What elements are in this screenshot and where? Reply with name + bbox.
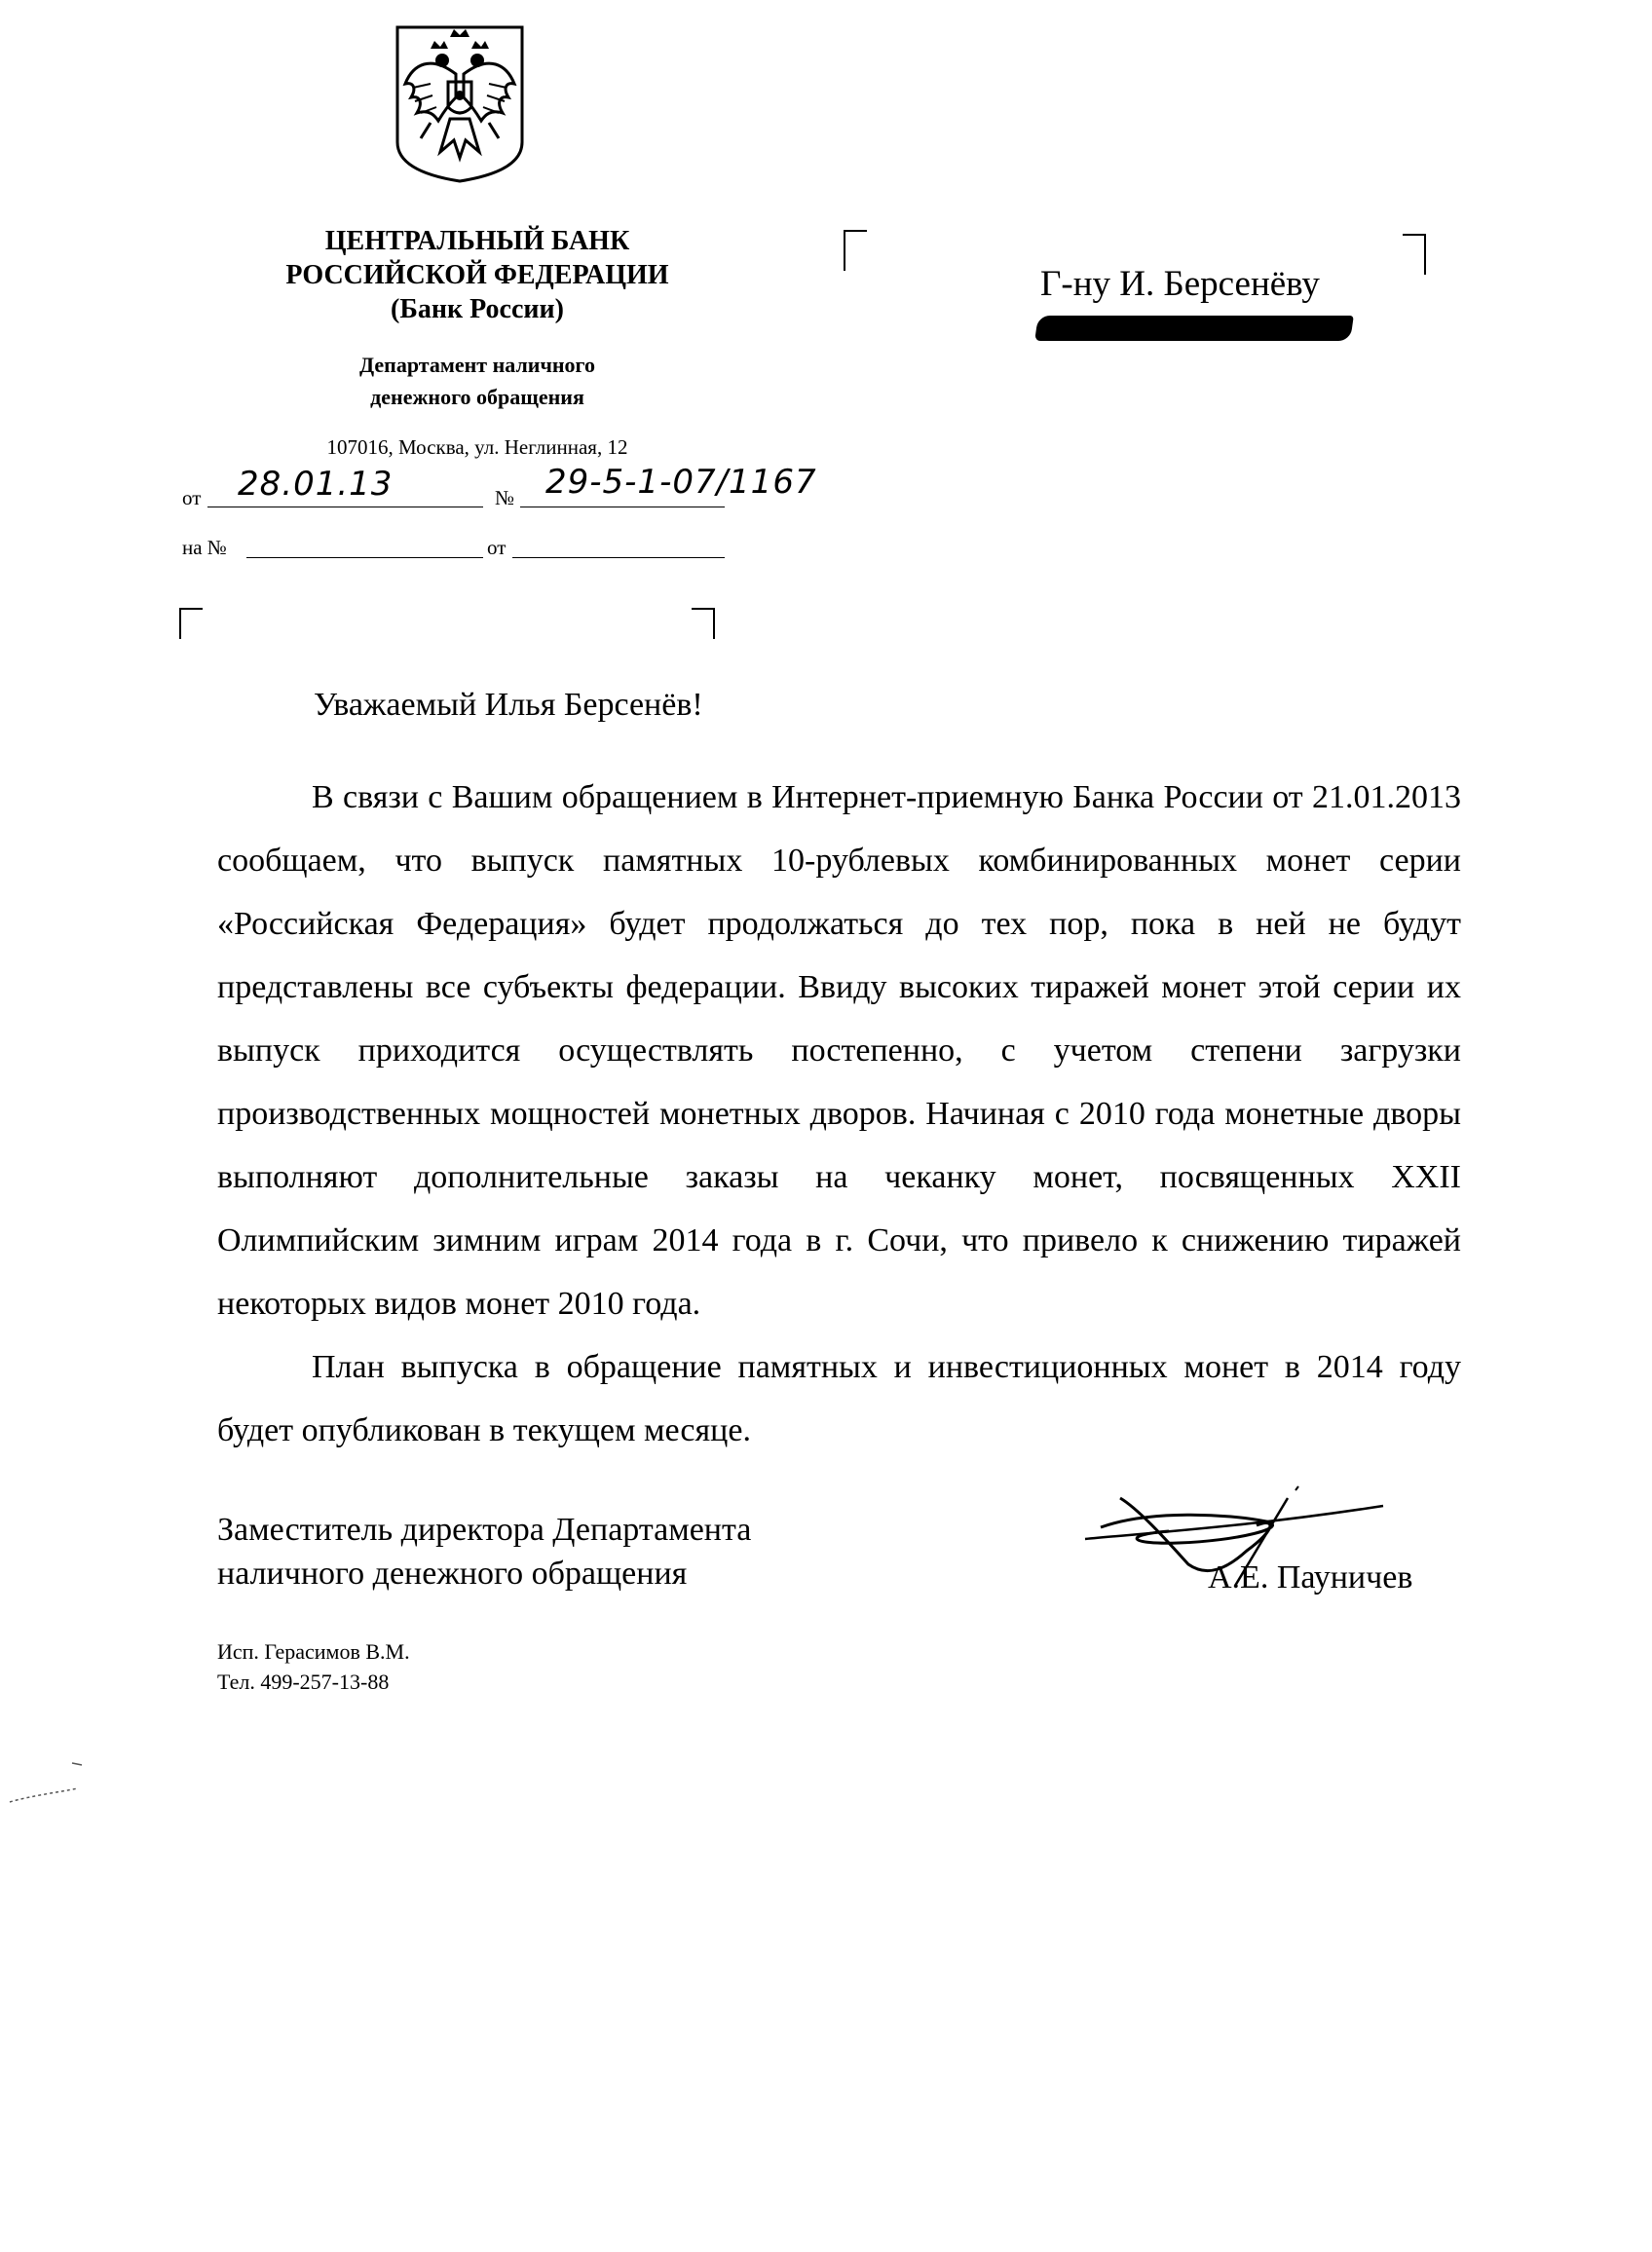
bank-name-line3: (Банк России): [391, 294, 564, 324]
handwritten-date: 28.01.13: [238, 465, 394, 504]
signer-name: А.Е. Пауничев: [1208, 1559, 1413, 1595]
department-name: [185, 349, 770, 413]
bank-name: [185, 224, 770, 326]
greeting: Уважаемый Илья Берсенёв!: [314, 687, 703, 723]
corner-mark-top-right: [692, 608, 715, 639]
bank-name-line1: ЦЕНТРАЛЬНЫЙ БАНК: [324, 226, 630, 256]
coat-of-arms-emblem: [392, 25, 528, 183]
addressee-name: Г-ну И. Берсенёву: [1040, 264, 1320, 304]
number-label: №: [495, 486, 515, 509]
reference-number-label: на №: [182, 536, 227, 559]
bank-address: 107016, Москва, ул. Неглинная, 12: [326, 435, 628, 459]
date-label: от: [182, 486, 202, 509]
reference-date-underline: [512, 557, 725, 558]
executor-info: [217, 1636, 410, 1697]
executor-phone: Тел. 499-257-13-88: [217, 1670, 390, 1694]
paragraph-1: В связи с Вашим обращением в Интернет-приемную Банка России от 21.01.2013 сообщаем, что выпуск памятных 10-рублевых комбинированных монет серии «Российская Федерация» будет продолжаться до тех пор, пока в ней не будут представлены все субъекты федерации. Ввиду высоких тиражей монет этой серии их выпуск приходится осуществлять постепенно, с учетом степени загрузки производственных мощностей монетных дворов. Начиная с 2010 года монетные дворы выполняют дополнительные заказы на чеканку монет, посвященных XXII Олимпийским зимним играм 2014 года в г. Сочи, что привело к снижению тиражей некоторых видов монет 2010 года.: [217, 779, 1461, 1322]
reference-date-label: от: [487, 536, 507, 559]
redacted-address: [1034, 316, 1354, 341]
bank-name-line2: РОССИЙСКОЙ ФЕДЕРАЦИИ: [285, 260, 669, 290]
addressee-corner-mark-left: [844, 230, 867, 271]
corner-mark-top-left: [179, 608, 203, 639]
department-name-line1: Департамент наличного: [358, 353, 595, 377]
letter-body: [217, 766, 1461, 1462]
signer-position-line2: наличного денежного обращения: [217, 1556, 688, 1592]
executor-name: Исп. Герасимов В.М.: [217, 1639, 410, 1664]
handwritten-number: 29-5-1-07/1167: [545, 463, 817, 502]
scan-mark: [0, 1744, 107, 1812]
addressee-corner-mark-right: [1403, 234, 1426, 275]
department-name-line2: денежного обращения: [370, 385, 584, 409]
signer-position: [217, 1508, 751, 1595]
reference-number-underline: [246, 557, 483, 558]
signer-position-line1: Заместитель директора Департамента: [217, 1512, 752, 1548]
paragraph-2: План выпуска в обращение памятных и инвестиционных монет в 2014 году будет опубликован в текущем месяце.: [217, 1349, 1461, 1448]
